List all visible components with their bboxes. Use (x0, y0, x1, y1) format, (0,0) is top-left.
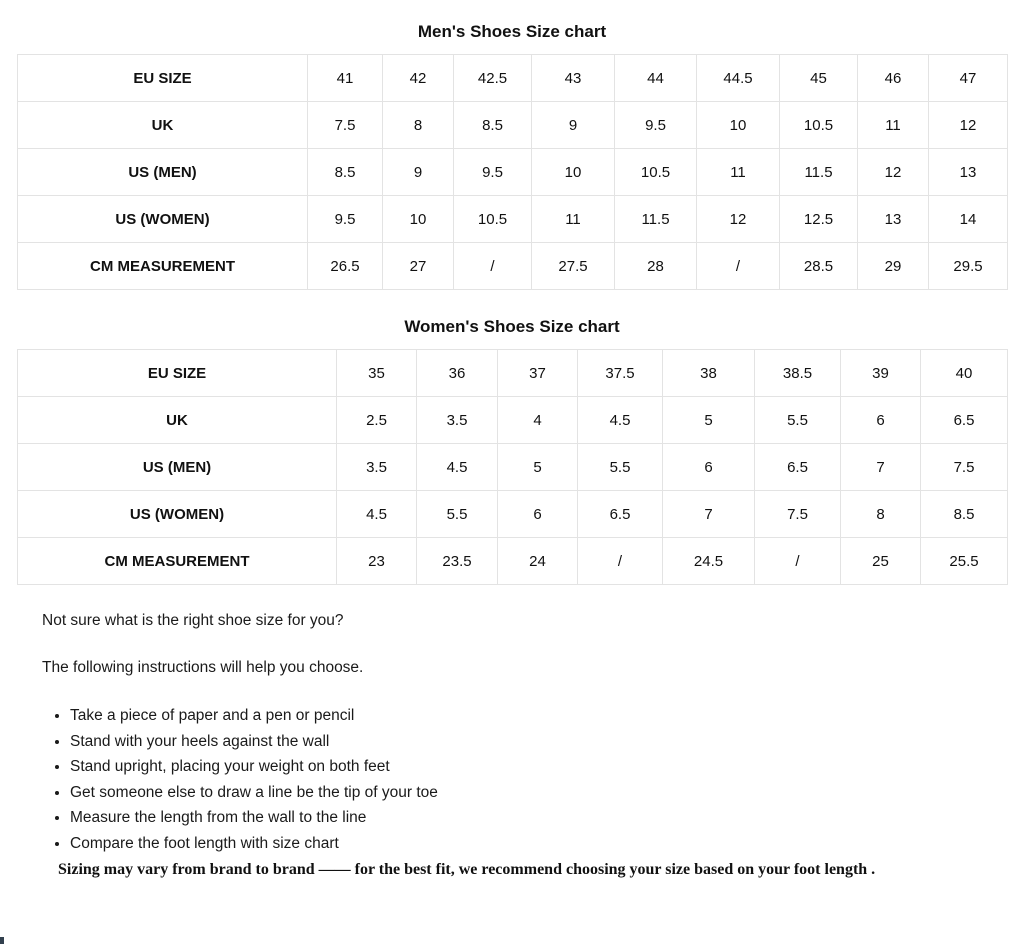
size-cell: 4 (498, 397, 578, 444)
size-cell: 10 (697, 102, 780, 149)
mens-chart-title: Men's Shoes Size chart (417, 22, 607, 41)
instruction-item: • Take a piece of paper and a pen or pencil (70, 703, 1024, 729)
size-cell: 12 (858, 149, 929, 196)
womens-size-table (17, 349, 1008, 585)
size-cell: 6.5 (921, 397, 1008, 444)
size-cell: 11.5 (615, 196, 697, 243)
size-cell: 45 (780, 55, 858, 102)
instruction-item: • Compare the foot length with size chart (70, 831, 1024, 857)
size-row (18, 538, 1008, 585)
size-cell: 37.5 (578, 350, 663, 397)
size-cell: 7 (663, 491, 755, 538)
size-cell: 4.5 (578, 397, 663, 444)
size-cell: 38 (663, 350, 755, 397)
row-label: CM MEASUREMENT (18, 538, 337, 585)
size-cell: 25.5 (921, 538, 1008, 585)
size-cell: 12.5 (780, 196, 858, 243)
size-cell: 11 (532, 196, 615, 243)
womens-chart-title: Women's Shoes Size chart (404, 317, 620, 336)
row-label: US (MEN) (18, 149, 308, 196)
size-cell: 38.5 (755, 350, 841, 397)
size-cell: 8 (383, 102, 454, 149)
instruction-item: • Stand with your heels against the wall (70, 729, 1024, 755)
size-cell: 13 (929, 149, 1008, 196)
size-cell: 39 (841, 350, 921, 397)
size-cell: 11 (697, 149, 780, 196)
size-cell: 5.5 (755, 397, 841, 444)
size-cell: 44 (615, 55, 697, 102)
size-cell: 3.5 (417, 397, 498, 444)
row-label: US (WOMEN) (18, 491, 337, 538)
size-row (18, 55, 1008, 102)
row-label: US (MEN) (18, 444, 337, 491)
size-cell: 25 (841, 538, 921, 585)
size-cell: 14 (929, 196, 1008, 243)
size-cell: 28.5 (780, 243, 858, 290)
size-cell: 11 (858, 102, 929, 149)
size-cell: 42.5 (454, 55, 532, 102)
size-cell: 10.5 (454, 196, 532, 243)
size-cell: 3.5 (337, 444, 417, 491)
size-cell: 47 (929, 55, 1008, 102)
size-cell: 10 (532, 149, 615, 196)
size-cell: 9.5 (308, 196, 383, 243)
size-cell: 9 (532, 102, 615, 149)
size-cell: 7 (841, 444, 921, 491)
size-cell: 29.5 (929, 243, 1008, 290)
size-cell: 10 (383, 196, 454, 243)
sizing-disclaimer-note: Sizing may vary from brand to brand —— for the best fit, we recommend choosing your size based on your foot length . (58, 860, 876, 878)
size-cell: 5 (498, 444, 578, 491)
instruction-item: • Stand upright, placing your weight on both feet (70, 754, 1024, 780)
size-cell: 6 (663, 444, 755, 491)
size-cell: 13 (858, 196, 929, 243)
size-cell: 9.5 (454, 149, 532, 196)
size-cell: 5.5 (578, 444, 663, 491)
size-row (18, 491, 1008, 538)
instructions-intro-text: The following instructions will help you choose. (42, 659, 364, 676)
size-cell: 41 (308, 55, 383, 102)
size-row (18, 350, 1008, 397)
size-cell: / (454, 243, 532, 290)
size-cell: 37 (498, 350, 578, 397)
size-cell: 44.5 (697, 55, 780, 102)
size-cell: 4.5 (417, 444, 498, 491)
instruction-item: • Measure the length from the wall to the line (70, 805, 1024, 831)
size-cell: 2.5 (337, 397, 417, 444)
sizing-question-text: Not sure what is the right shoe size for you? (42, 612, 344, 629)
size-cell: 8.5 (921, 491, 1008, 538)
size-cell: 7.5 (308, 102, 383, 149)
size-cell: 42 (383, 55, 454, 102)
size-cell: 5.5 (417, 491, 498, 538)
size-cell: 27 (383, 243, 454, 290)
size-cell: 10.5 (780, 102, 858, 149)
bottom-left-fragment (0, 937, 4, 944)
size-cell: 43 (532, 55, 615, 102)
size-cell: 8 (841, 491, 921, 538)
size-row (18, 102, 1008, 149)
size-row (18, 196, 1008, 243)
row-label: UK (18, 397, 337, 444)
size-cell: 6.5 (578, 491, 663, 538)
size-cell: 8.5 (454, 102, 532, 149)
size-cell: 24.5 (663, 538, 755, 585)
size-cell: / (755, 538, 841, 585)
size-row (18, 149, 1008, 196)
size-cell: 23.5 (417, 538, 498, 585)
row-label: US (WOMEN) (18, 196, 308, 243)
row-label: CM MEASUREMENT (18, 243, 308, 290)
size-cell: 8.5 (308, 149, 383, 196)
size-cell: 12 (929, 102, 1008, 149)
size-cell: 11.5 (780, 149, 858, 196)
size-cell: 9.5 (615, 102, 697, 149)
size-cell: 46 (858, 55, 929, 102)
size-cell: 5 (663, 397, 755, 444)
size-cell: 10.5 (615, 149, 697, 196)
size-cell: 4.5 (337, 491, 417, 538)
size-cell: 7.5 (921, 444, 1008, 491)
size-row (18, 444, 1008, 491)
size-cell: 27.5 (532, 243, 615, 290)
size-cell: 7.5 (755, 491, 841, 538)
size-cell: 12 (697, 196, 780, 243)
size-cell: / (578, 538, 663, 585)
size-cell: 35 (337, 350, 417, 397)
size-cell: / (697, 243, 780, 290)
size-cell: 36 (417, 350, 498, 397)
row-label: UK (18, 102, 308, 149)
size-row (18, 243, 1008, 290)
size-cell: 24 (498, 538, 578, 585)
size-cell: 40 (921, 350, 1008, 397)
measuring-steps-list (46, 703, 1024, 857)
size-cell: 9 (383, 149, 454, 196)
size-cell: 6 (498, 491, 578, 538)
row-label: EU SIZE (18, 350, 337, 397)
size-cell: 6 (841, 397, 921, 444)
instruction-item: • Get someone else to draw a line be the tip of your toe (70, 780, 1024, 806)
mens-size-table (17, 54, 1008, 290)
size-row (18, 397, 1008, 444)
size-cell: 28 (615, 243, 697, 290)
size-cell: 6.5 (755, 444, 841, 491)
size-cell: 26.5 (308, 243, 383, 290)
size-cell: 23 (337, 538, 417, 585)
row-label: EU SIZE (18, 55, 308, 102)
size-cell: 29 (858, 243, 929, 290)
